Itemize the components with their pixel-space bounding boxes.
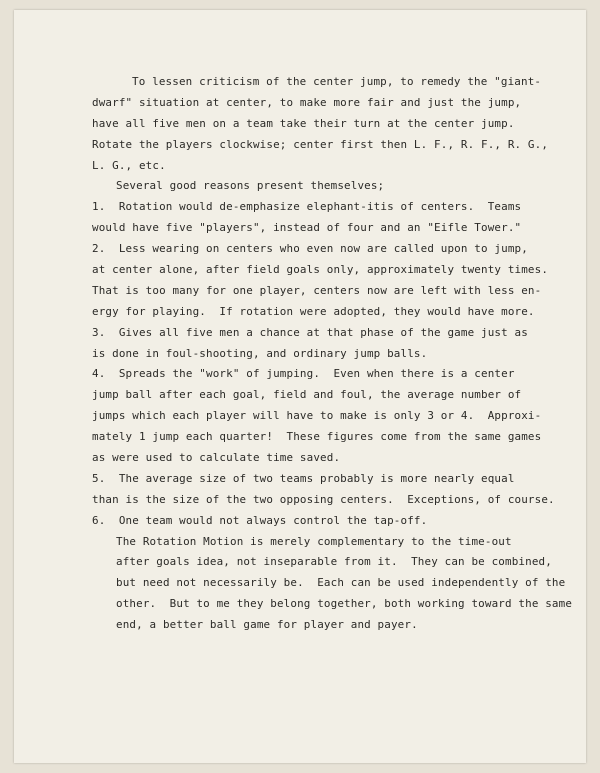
text-line: 1. Rotation would de-emphasize elephant-itis of centers. Teams <box>92 200 522 214</box>
text-line: other. But to me they belong together, both working toward the same <box>116 597 573 611</box>
text-line: jumps which each player will have to make is only 3 or 4. Approxi- <box>92 409 542 423</box>
text-line: than is the size of the two opposing centers. Exceptions, of course. <box>92 492 555 506</box>
text-line: 2. Less wearing on centers who even now are called upon to jump, <box>92 242 528 256</box>
text-line: 4. Spreads the "work" of jumping. Even when there is a center <box>92 367 515 381</box>
text-line: as were used to calculate time saved. <box>92 451 341 465</box>
text-line: To lessen criticism of the center jump, to remedy the "giant- <box>132 75 542 88</box>
text-line: have all five men on a team take their turn at the center jump. <box>92 116 515 130</box>
text-line: but need not necessarily be. Each can be used independently of the <box>116 576 566 590</box>
text-line: mately 1 jump each quarter! These figures come from the same games <box>92 430 542 444</box>
document-page <box>14 10 586 763</box>
text-line: dwarf" situation at center, to make more fair and just the jump, <box>92 95 522 109</box>
text-line: would have five "players", instead of four and an "Eifle Tower." <box>92 221 522 235</box>
text-line: jump ball after each goal, field and foul, the average number of <box>92 388 522 402</box>
text-line: at center alone, after field goals only, approximately twenty times. <box>92 263 549 277</box>
text-line: Several good reasons present themselves; <box>116 179 385 193</box>
text-line: 5. The average size of two teams probably is more nearly equal <box>92 471 515 485</box>
text-line: ergy for playing. If rotation were adopted, they would have more. <box>92 304 535 318</box>
text-line: after goals idea, not inseparable from it. They can be combined, <box>116 555 552 569</box>
text-line: L. G., etc. <box>92 158 166 172</box>
text-line: Rotate the players clockwise; center first then L. F., R. F., R. G., <box>92 137 549 151</box>
text-line: 6. One team would not always control the tap-off. <box>92 513 428 527</box>
text-line: The Rotation Motion is merely complementary to the time-out <box>116 534 512 548</box>
document-body <box>92 72 572 636</box>
text-line: is done in foul-shooting, and ordinary jump balls. <box>92 346 428 360</box>
text-line: That is too many for one player, centers now are left with less en- <box>92 283 542 297</box>
text-line: end, a better ball game for player and payer. <box>116 618 418 632</box>
text-line: 3. Gives all five men a chance at that phase of the game just as <box>92 325 528 339</box>
